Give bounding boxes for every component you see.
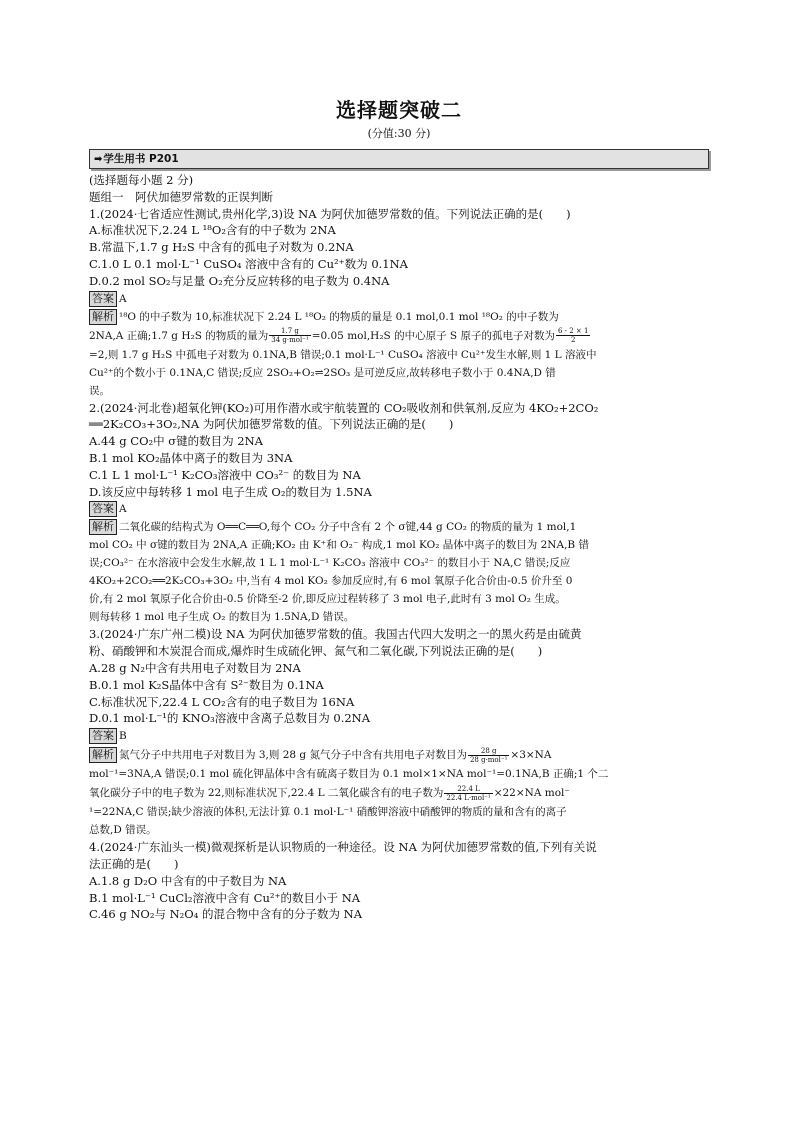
analysis-text: 二氧化碳的结构式为 O══C══O,每个 CO₂ 分子中含有 2 个 σ键,44 g CO₂ 的物质的量为 1 mol,1 [119,521,577,534]
book-reference-bar [89,149,709,169]
analysis-line [89,783,709,803]
question-line: A.28 g N₂中含有共用电子对数目为 2NA [89,660,301,675]
answer-tag: 答案 [89,501,117,517]
analysis-line: mol CO₂ 中 σ键的数目为 2NA,A 正确;KO₂ 由 K⁺和 O₂⁻ 构成,1 mol KO₂ 晶体中离子的数目为 2NA,B 错 [89,539,589,552]
analysis-text: ×22×NA mol⁻ [493,787,570,800]
analysis-line: ¹=22NA,C 错误;缺少溶液的体积,无法计算 0.1 mol·L⁻¹ 硝酸钾溶液中硝酸钾的物质的量和含有的离子 [89,806,567,819]
fraction-denominator: 2 [570,336,576,345]
question-line: B.0.1 mol K₂S晶体中含有 S²⁻数目为 0.1NA [89,677,324,692]
analysis-line [89,326,709,346]
analysis-text: 2NA,A 正确;1.7 g H₂S 的物质的量为 [89,329,269,342]
answer-value: A [119,292,127,305]
question-line: C.1.0 L 0.1 mol·L⁻¹ CuSO₄ 溶液中含有的 Cu²⁺数为 0.1NA [89,256,408,271]
fraction-denominator: 28 g·mol⁻¹ [469,755,508,764]
question-line: 2.(2024·河北卷)超氧化钾(KO₂)可用作潜水或宇航装置的 CO₂吸收剂和供氧剂,反应为 4KO₂+2CO₂ [89,400,599,415]
question-line: (选择题每小题 2 分) [89,173,194,187]
analysis-text: ¹⁸O 的中子数为 10,标准状况下 2.24 L ¹⁸O₂ 的物质的量是 0.1 mol,0.1 mol ¹⁸O₂ 的中子数为 [119,310,559,323]
analysis-line: 误;CO₃²⁻ 在水溶液中会发生水解,故 1 L 1 mol·L⁻¹ K₂CO₃ 溶液中 CO₃²⁻ 的数目小于 NA,C 错误;反应 [89,557,571,570]
fraction [444,785,492,802]
analysis-line: 误。 [89,384,110,397]
analysis-line: Cu²⁺的个数小于 0.1NA,C 错误;反应 2SO₂+O₂⇌2SO₃ 是可逆反应,故转移电子数小于 0.4NA,D 错 [89,366,556,379]
answer-line [89,290,709,308]
arrow-right-icon: ➡ [94,154,103,165]
fraction-numerator: 6 - 2 × 1 [557,327,589,336]
page-title: 选择题突破二 [336,98,462,122]
answer-value: B [119,730,127,743]
fraction-numerator: 1.7 g [269,327,310,336]
analysis-tag: 解析 [89,309,117,325]
question-line: C.1 L 1 mol·L⁻¹ K₂CO₃溶液中 CO₃²⁻ 的数目为 NA [89,467,361,482]
question-line: A.标准状况下,2.24 L ¹⁸O₂含有的中子数为 2NA [89,223,336,238]
analysis-line [89,308,709,326]
analysis-tag: 解析 [89,519,117,535]
question-line: C.46 g NO₂与 N₂O₄ 的混合物中含有的分子数为 NA [89,907,362,922]
document-page [89,96,709,923]
analysis-text: 氮气分子中共用电子对数目为 3,则 28 g 氮气分子中含有共用电子对数目为 [119,749,467,762]
fraction [556,327,591,344]
question-line: D.该反应中每转移 1 mol 电子生成 O₂的数目为 1.5NA [89,484,372,499]
answer-tag: 答案 [89,291,117,307]
book-reference-label: 学生用书 P201 [103,153,179,165]
analysis-text: =0.05 mol,H₂S 的中心原子 S 原子的孤电子对数为 [311,329,555,342]
question-line: B.1 mol·L⁻¹ CuCl₂溶液中含有 Cu²⁺的数目小于 NA [89,890,361,905]
question-line: 粉、硝酸钾和木炭混合而成,爆炸时生成硫化钾、氮气和二氧化碳,下列说法正确的是( ) [89,644,543,659]
question-line: B.常温下,1.7 g H₂S 中含有的孤电子对数为 0.2NA [89,240,354,255]
question-line: 法正确的是( ) [89,856,179,871]
question-line: ══2K₂CO₃+3O₂,NA 为阿伏加德罗常数的值。下列说法正确的是( ) [89,417,454,432]
question-line: D.0.1 mol·L⁻¹的 KNO₃溶液中含离子总数目为 0.2NA [89,711,371,726]
answer-line [89,727,709,745]
answer-tag: 答案 [89,728,117,744]
analysis-text: 氧化碳分子中的电子数为 22,则标准状况下,22.4 L 二氧化碳含有的电子数为 [89,787,444,800]
answer-line [89,500,709,518]
question-line: B.1 mol KO₂晶体中离子的数目为 3NA [89,450,293,465]
fraction-denominator: 34 g·mol⁻¹ [271,336,309,345]
score-note: (分值:30 分) [367,127,431,140]
fraction [269,327,310,344]
question-line: 4.(2024·广东汕头一模)微观探析是认识物质的一种途径。设 NA 为阿伏加德罗常数的值,下列有关说 [89,840,597,855]
analysis-line: 总数,D 错误。 [89,824,157,837]
fraction-denominator: 22.4 L·mol⁻¹ [446,793,491,802]
question-content [89,172,709,923]
question-line: A.44 g CO₂中 σ键的数目为 2NA [89,434,263,449]
analysis-line: 价,有 2 mol 氧原子化合价由-0.5 价降至-2 价,即反应过程转移了 3 mol 电子,此时有 3 mol O₂ 生成。 [89,593,566,606]
question-line: 题组一 阿伏加德罗常数的正误判断 [89,189,273,204]
question-line: D.0.2 mol SO₂与足量 O₂充分反应转移的电子数为 0.4NA [89,273,390,288]
analysis-line: 4KO₂+2CO₂══2K₂CO₃+3O₂ 中,当有 4 mol KO₂ 参加反应时,有 6 mol 氧原子化合价由-0.5 价升至 0 [89,575,573,588]
question-line: A.1.8 g D₂O 中含有的中子数目为 NA [89,873,287,888]
analysis-line [89,518,709,536]
analysis-tag: 解析 [89,747,117,763]
fraction-numerator: 22.4 L [444,785,492,794]
answer-value: A [119,503,127,516]
analysis-line: mol⁻¹=3NA,A 错误;0.1 mol 硫化钾晶体中含有硫离子数目为 0.1 mol×1×NA mol⁻¹=0.1NA,B 正确;1 个二 [89,768,609,781]
fraction-numerator: 28 g [468,747,509,756]
analysis-line [89,745,709,765]
analysis-line: 则每转移 1 mol 电子生成 O₂ 的数目为 1.5NA,D 错误。 [89,611,355,624]
question-line: C.标准状况下,22.4 L CO₂含有的电子数目为 16NA [89,694,355,709]
question-line: 3.(2024·广东广州二模)设 NA 为阿伏加德罗常数的值。我国古代四大发明之一的黑火药是由硫黄 [89,627,582,642]
fraction [468,747,509,764]
question-line: 1.(2024·七省适应性测试,贵州化学,3)设 NA 为阿伏加德罗常数的值。下列说法正确的是( ) [89,206,571,221]
analysis-line: =2,则 1.7 g H₂S 中孤电子对数为 0.1NA,B 错误;0.1 mol·L⁻¹ CuSO₄ 溶液中 Cu²⁺发生水解,则 1 L 溶液中 [89,348,597,361]
analysis-text: ×3×NA [510,749,552,762]
